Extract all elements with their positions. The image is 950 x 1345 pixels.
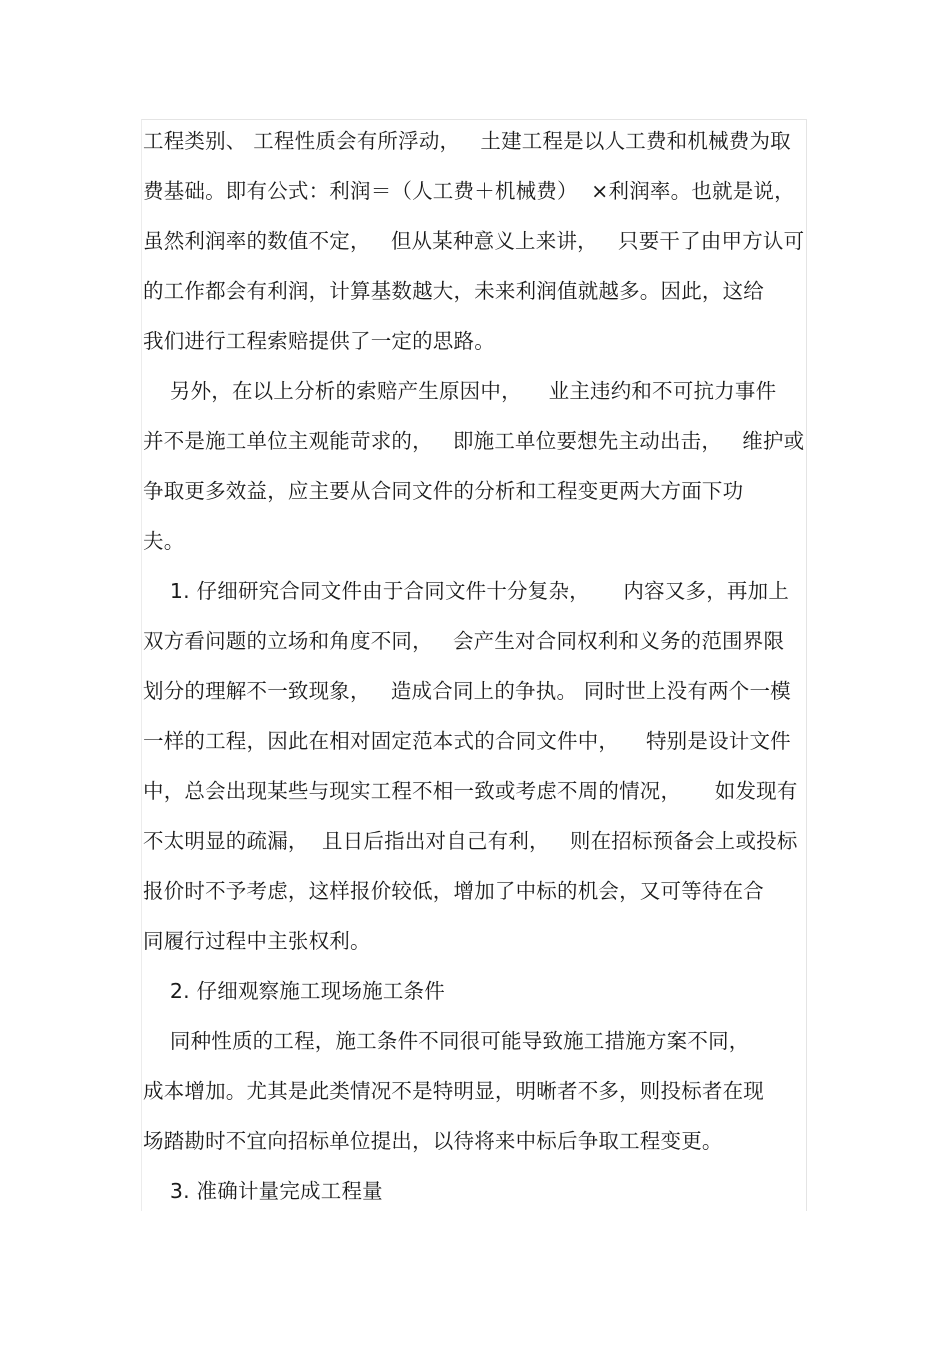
text-line: 费基础。即有公式：利润＝（人工费＋机械费） ×利润率。也就是说，: [143, 179, 795, 203]
section-heading-2: 2. 仔细观察施工现场施工条件: [143, 979, 445, 1003]
text-line: 工程类别、 工程性质会有所浮动， 土建工程是以人工费和机械费为取: [143, 129, 791, 153]
section-heading-1: 1. 仔细研究合同文件由于合同文件十分复杂， 内容又多，再加上: [143, 579, 790, 603]
text-line: 一样的工程，因此在相对固定范本式的合同文件中， 特别是设计文件: [143, 729, 791, 753]
paragraph-start-line: 同种性质的工程，施工条件不同很可能导致施工措施方案不同，: [143, 1029, 750, 1053]
paragraph-start-line: 另外，在以上分析的索赔产生原因中， 业主违约和不可抗力事件: [143, 379, 777, 403]
text-line: 夫。: [143, 529, 185, 553]
text-line: 的工作都会有利润，计算基数越大，未来利润值就越多。因此，这给: [143, 279, 764, 303]
text-line: 报价时不予考虑，这样报价较低，增加了中标的机会，又可等待在合: [143, 879, 764, 903]
text-line: 我们进行工程索赔提供了一定的思路。: [143, 329, 495, 353]
text-line: 中，总会出现某些与现实工程不相一致或考虑不周的情况， 如发现有: [143, 779, 798, 803]
text-line: 双方看问题的立场和角度不同， 会产生对合同权利和义务的范围界限: [143, 629, 785, 653]
text-line: 虽然利润率的数值不定， 但从某种意义上来讲， 只要干了由甲方认可: [143, 229, 805, 253]
text-line: 争取更多效益，应主要从合同文件的分析和工程变更两大方面下功: [143, 479, 744, 503]
text-line: 划分的理解不一致现象， 造成合同上的争执。 同时世上没有两个一模: [143, 679, 791, 703]
text-line: 场踏勘时不宜向招标单位提出，以待将来中标后争取工程变更。: [143, 1129, 723, 1153]
text-line: 同履行过程中主张权利。: [143, 929, 371, 953]
text-line: 不太明显的疏漏， 且日后指出对自己有利， 则在招标预备会上或投标: [143, 829, 798, 853]
text-line: 并不是施工单位主观能苛求的， 即施工单位要想先主动出击， 维护或: [143, 429, 805, 453]
section-heading-3: 3. 准确计量完成工程量: [143, 1179, 383, 1203]
text-line: 成本增加。尤其是此类情况不是特明显，明晰者不多，则投标者在现: [143, 1079, 764, 1103]
